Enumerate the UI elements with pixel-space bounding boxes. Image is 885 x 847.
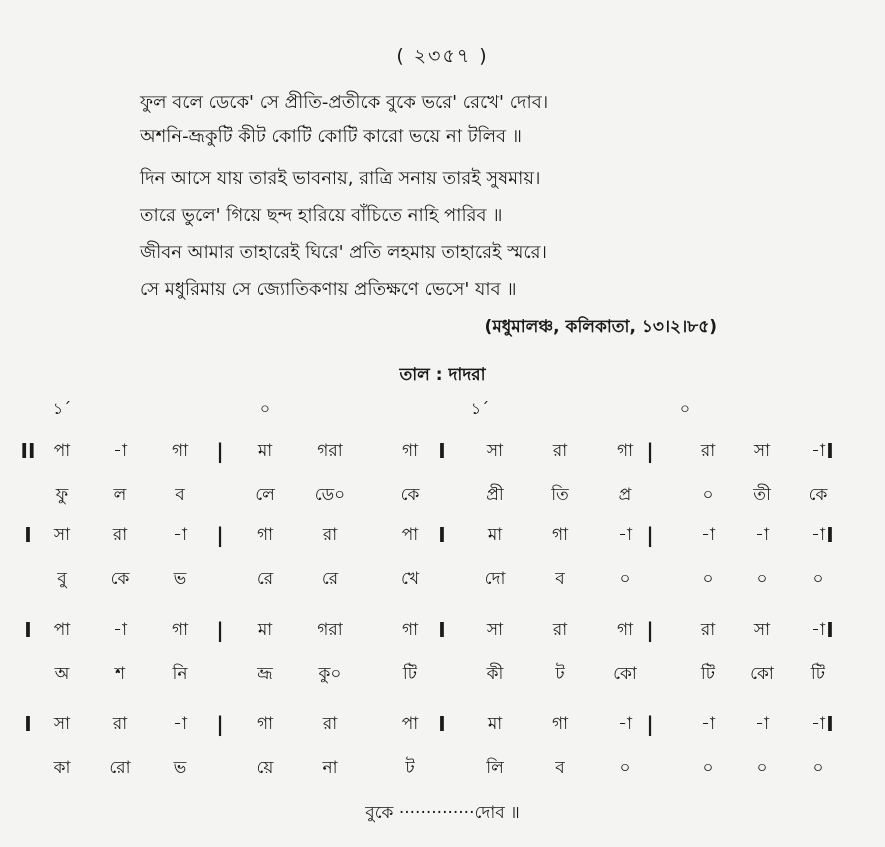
bar-line: I	[826, 618, 834, 642]
lyric-cell: ভ	[173, 569, 187, 589]
lyric-cell: ব	[555, 758, 565, 778]
bar-line: |	[216, 712, 224, 736]
note-cell: গা	[171, 441, 189, 461]
lyric-cell: ফু	[55, 485, 69, 505]
lyric-cell: ডে০	[314, 485, 346, 505]
note-cell: রা	[112, 714, 128, 734]
note-cell: গা	[401, 620, 419, 640]
lyric-cell: তী	[753, 485, 771, 505]
closing-line: বুকে ··············দোব ॥	[365, 803, 520, 823]
beat-mark: ০	[679, 399, 691, 418]
bar-line: I	[826, 439, 834, 463]
note-cell: -া	[755, 714, 769, 734]
note-cell: গা	[401, 441, 419, 461]
note-cell: -া	[811, 525, 825, 545]
lyric-cell: নি	[172, 664, 188, 684]
note-cell: মা	[257, 441, 273, 461]
lyric-cell: কে	[110, 569, 130, 589]
bar-line: I	[24, 523, 32, 547]
note-cell: রা	[322, 714, 338, 734]
note-cell: সা	[53, 714, 71, 734]
lyric-cell: ০	[812, 758, 824, 778]
note-cell: সা	[753, 620, 771, 640]
note-cell: মা	[487, 714, 503, 734]
note-cell: -া	[811, 714, 825, 734]
beat-mark: ১´	[470, 399, 490, 418]
lyric-cell: ০	[812, 569, 824, 589]
note-cell: গা	[551, 525, 569, 545]
note-cell: গা	[171, 620, 189, 640]
bar-line: I	[24, 618, 32, 642]
lyric-cell: ভ্রূ	[257, 664, 273, 684]
lyric-cell: কো	[613, 664, 637, 684]
tala-heading: তাল : দাদরা	[399, 365, 486, 385]
lyric-cell: টি	[700, 664, 716, 684]
page-number: ( ২৩৫৭ )	[396, 45, 489, 67]
bar-line: |	[646, 523, 654, 547]
note-cell: -া	[811, 441, 825, 461]
bar-line: |	[646, 712, 654, 736]
note-cell: -া	[618, 525, 632, 545]
note-cell: -া	[701, 714, 715, 734]
note-cell: পা	[401, 525, 419, 545]
lyric-cell: ০	[702, 569, 714, 589]
bar-line: I	[438, 523, 446, 547]
lyric-cell: ০	[756, 758, 768, 778]
note-cell: পা	[53, 441, 71, 461]
lyric-cell: টি	[402, 664, 418, 684]
note-cell: রা	[552, 441, 568, 461]
note-cell: গা	[256, 525, 274, 545]
note-cell: রা	[700, 620, 716, 640]
note-cell: মা	[257, 620, 273, 640]
lyric-cell: শ	[114, 664, 126, 684]
note-cell: রা	[700, 441, 716, 461]
note-cell: গরা	[317, 620, 343, 640]
lyric-cell: অ	[54, 664, 70, 684]
note-cell: সা	[753, 441, 771, 461]
lyric-cell: ০	[702, 758, 714, 778]
note-cell: রা	[112, 525, 128, 545]
bar-line: I	[438, 439, 446, 463]
lyric-cell: কে	[808, 485, 828, 505]
note-cell: সা	[53, 525, 71, 545]
lyric-cell: ব	[555, 569, 565, 589]
lyric-cell: টি	[810, 664, 826, 684]
lyric-cell: কো	[750, 664, 774, 684]
note-cell: সা	[486, 441, 504, 461]
lyric-cell: বু	[57, 569, 67, 589]
note-cell: -া	[173, 525, 187, 545]
source-citation: (মধুমালঞ্চ, কলিকাতা, ১৩।২।৮৫)	[484, 317, 717, 337]
note-cell: গা	[256, 714, 274, 734]
bar-line: |	[646, 439, 654, 463]
lyric-cell: ০	[702, 485, 714, 505]
poem-line-2: অশনি-ভ্রূকুটি কীট কোটি কোটি কারো ভয়ে না টলিব ॥	[140, 126, 522, 147]
lyric-cell: কু০	[318, 664, 342, 684]
lyric-cell: কী	[486, 664, 504, 684]
beat-mark: ০	[259, 399, 271, 418]
lyric-cell: য়ে	[256, 758, 274, 778]
beat-mark: ১´	[52, 399, 72, 418]
lyric-cell: প্র	[618, 485, 632, 505]
lyric-cell: লে	[255, 485, 275, 505]
lyric-cell: ব	[175, 485, 185, 505]
lyric-cell: ট	[405, 758, 415, 778]
bar-line: I	[826, 712, 834, 736]
note-cell: গা	[551, 714, 569, 734]
bar-line: I	[438, 712, 446, 736]
note-cell: -া	[618, 714, 632, 734]
note-cell: গরা	[317, 441, 343, 461]
bar-line: I	[438, 618, 446, 642]
lyric-cell: না	[322, 758, 338, 778]
lyric-cell: লি	[486, 758, 504, 778]
lyric-cell: প্রী	[486, 485, 504, 505]
bar-line: |	[216, 523, 224, 547]
note-cell: সা	[486, 620, 504, 640]
note-cell: মা	[487, 525, 503, 545]
note-cell: পা	[401, 714, 419, 734]
note-cell: রা	[322, 525, 338, 545]
bar-line: |	[646, 618, 654, 642]
bar-line: |	[216, 618, 224, 642]
bar-line: I	[24, 712, 32, 736]
lyric-cell: ট	[555, 664, 565, 684]
bar-line: II	[20, 439, 36, 463]
note-cell: গা	[616, 620, 634, 640]
lyric-cell: খে	[400, 569, 420, 589]
note-cell: -া	[173, 714, 187, 734]
note-cell: পা	[53, 620, 71, 640]
lyric-cell: রো	[109, 758, 131, 778]
bar-line: I	[826, 523, 834, 547]
note-cell: -া	[113, 441, 127, 461]
lyric-cell: ল	[113, 485, 127, 505]
lyric-cell: কা	[53, 758, 71, 778]
note-cell: রা	[552, 620, 568, 640]
lyric-cell: কে	[400, 485, 420, 505]
note-cell: গা	[616, 441, 634, 461]
poem-line-5: জীবন আমার তাহারেই ঘিরে' প্রতি লহমায় তাহারেই স্মরে।	[140, 242, 547, 263]
note-cell: -া	[811, 620, 825, 640]
lyric-cell: রে	[321, 569, 339, 589]
lyric-cell: ০	[619, 758, 631, 778]
note-cell: -া	[755, 525, 769, 545]
poem-line-3: দিন আসে যায় তারই ভাবনায়, রাত্রি সনায় তারই সুষমায়।	[140, 168, 541, 189]
lyric-cell: ০	[756, 569, 768, 589]
poem-line-1: ফুল বলে ডেকে' সে প্রীতি-প্রতীকে বুকে ভরে' রেখে' দোব।	[140, 92, 549, 113]
lyric-cell: ০	[619, 569, 631, 589]
poem-line-6: সে মধুরিমায় সে জ্যোতিকণায় প্রতিক্ষণে ভেসে' যাব ॥	[140, 279, 517, 300]
bar-line: |	[216, 439, 224, 463]
note-cell: -া	[113, 620, 127, 640]
lyric-cell: দো	[484, 569, 506, 589]
lyric-cell: তি	[551, 485, 569, 505]
poem-line-4: তারে ভুলে' গিয়ে ছন্দ হারিয়ে বাঁচিতে নাহি পারিব ॥	[140, 205, 503, 226]
lyric-cell: ভ	[173, 758, 187, 778]
note-cell: -া	[701, 525, 715, 545]
lyric-cell: রে	[256, 569, 274, 589]
